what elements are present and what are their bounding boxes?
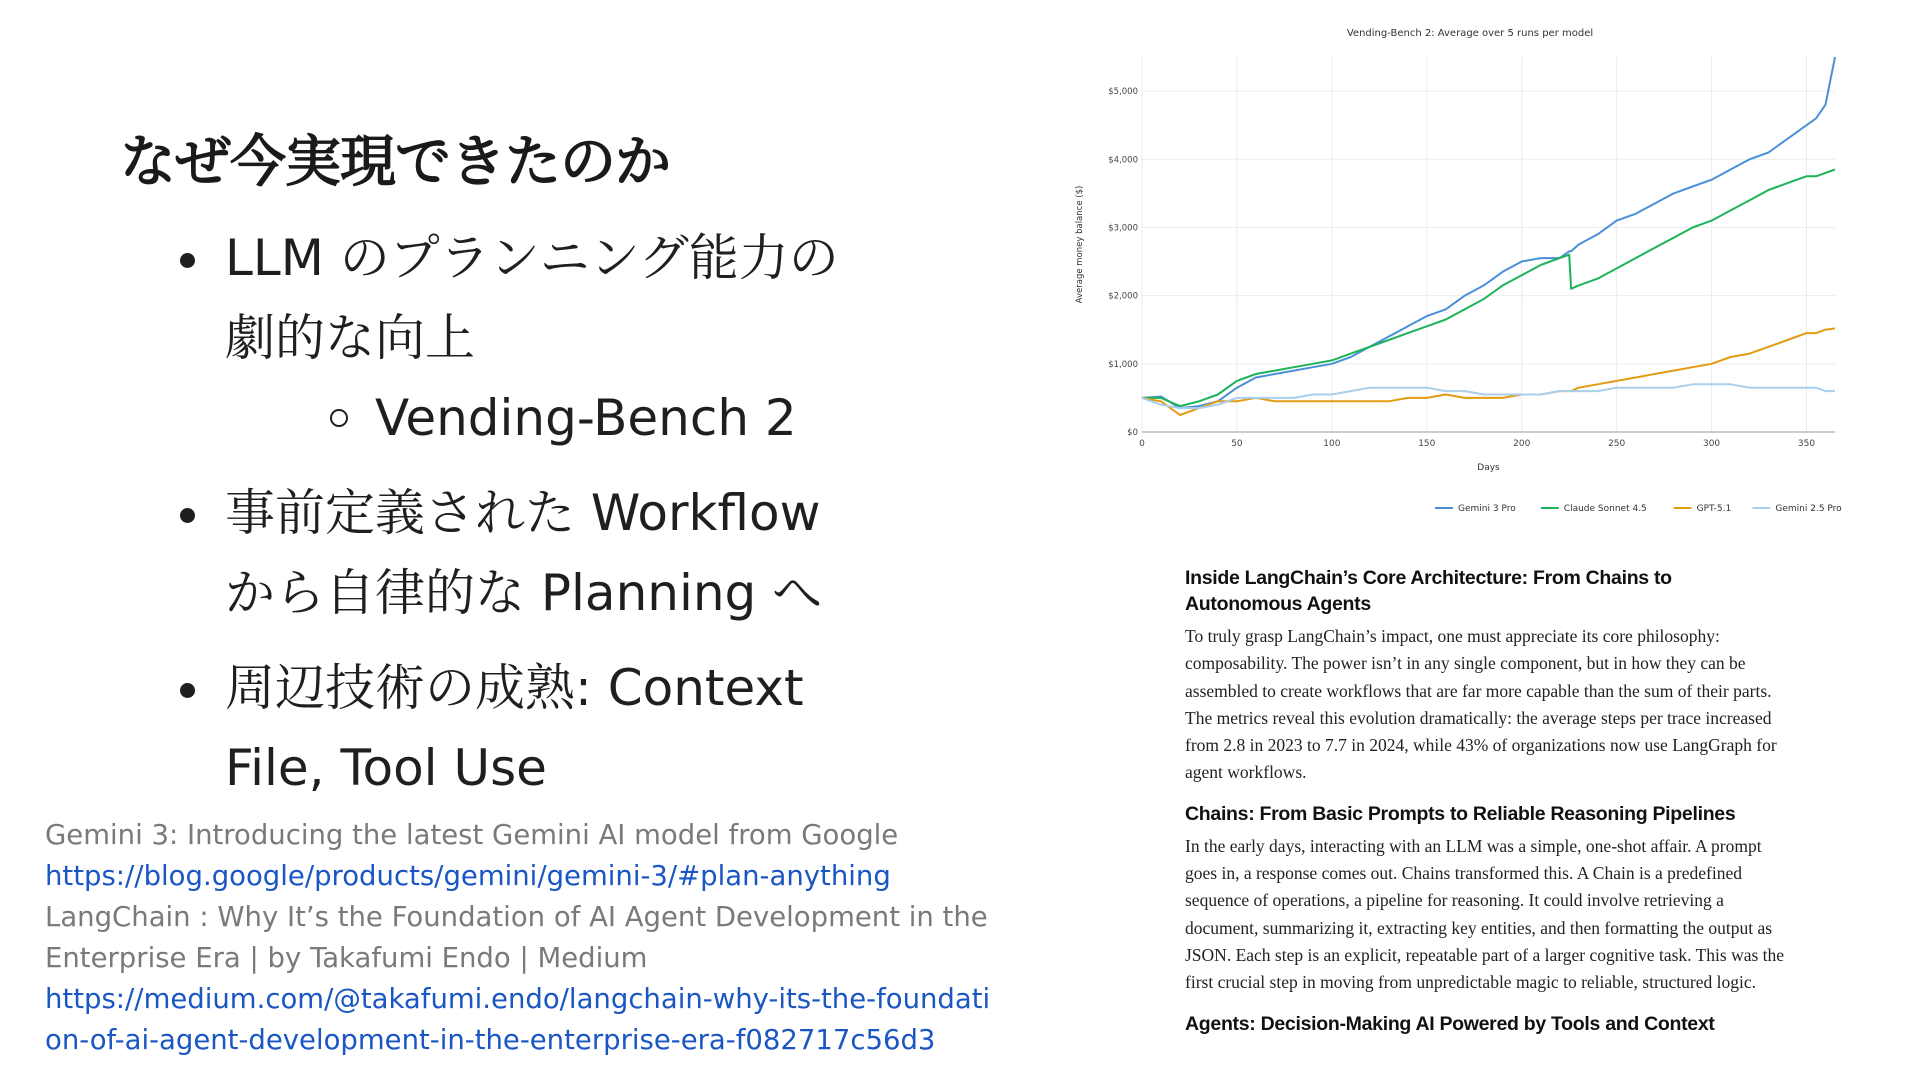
sub-bullet-item: Vending-Bench 2 — [330, 378, 880, 458]
article-heading: Inside LangChain’s Core Architecture: From Chains to Autonomous Agents — [1185, 567, 1672, 615]
references — [45, 815, 1005, 1061]
x-tick-label: 50 — [1231, 439, 1243, 449]
x-tick-label: 250 — [1608, 439, 1626, 449]
y-tick-label: $4,000 — [1108, 155, 1138, 166]
y-tick-label: $2,000 — [1108, 291, 1138, 302]
y-axis-label: Average money balance ($) — [1075, 185, 1085, 304]
y-tick-label: $0 — [1127, 428, 1138, 438]
legend-label: Claude Sonnet 4.5 — [1563, 504, 1647, 514]
article-paragraph: In the early days, interacting with an LLM was a simple, one-shot affair. A prompt goes in, a response comes out. Chains transformed this. A Chain is a predefined sequence of operations, a pipeline for reasoning. It could involve retrieving a document, summarizing it, extracting key entities, and then formatting the output as JSON. Each step is an explicit, repeatable part of a larger cognitive task. This was the first crucial step in moving from unpredictable magic to reliable, structured logic. — [1185, 835, 1785, 993]
ref-link-gemini[interactable]: https://blog.google/products/gemini/gemini-3/#plan-anything — [45, 860, 891, 892]
ref-link-langchain[interactable]: https://medium.com/@takafumi.endo/langchain-why-its-the-foundation-of-ai-agent-development-in-the-enterprise-era-f082717c56d3 — [45, 983, 991, 1056]
x-tick-label: 350 — [1797, 439, 1816, 449]
series-line — [1142, 384, 1835, 408]
article-excerpt — [1185, 565, 1785, 1037]
y-tick-label: $5,000 — [1108, 87, 1138, 98]
slide-title: なぜ今実現できたのか — [120, 130, 670, 195]
article-subheading: Chains: From Basic Prompts to Reliable Reasoning Pipelines — [1185, 802, 1736, 825]
legend-label: GPT-5.1 — [1696, 504, 1732, 514]
bullet-text: LLM のプランニング能力の劇的な向上 — [225, 229, 839, 367]
x-tick-label: 150 — [1418, 439, 1436, 449]
legend-label: Gemini 2.5 Pro — [1775, 504, 1842, 514]
chart-title: Vending-Bench 2: Average over 5 runs per model — [1346, 28, 1594, 39]
legend-label: Gemini 3 Pro — [1458, 504, 1516, 514]
series-line — [1142, 170, 1835, 407]
ref-title-gemini: Gemini 3: Introducing the latest Gemini AI model from Google — [45, 819, 899, 851]
vending-bench-chart — [1070, 20, 1850, 525]
article-paragraph: To truly grasp LangChain’s impact, one must appreciate its core philosophy: composability. The power isn’t in any single component, but in how they can be assembled to create workflows that are far more capable than the sum of their parts. The metrics reveal this evolution dramatically: the average steps per trace increased from 2.8 in 2023 to 7.7 in 2024, while 43% of organizations now use LangGraph for agent workflows. — [1185, 626, 1777, 783]
x-tick-label: 0 — [1139, 439, 1145, 449]
sub-bullet-list — [225, 378, 880, 458]
ref-title-langchain: LangChain : Why It’s the Foundation of AI Agent Development in the Enterprise Era | by Takafumi Endo | Medium — [45, 901, 988, 974]
y-tick-label: $3,000 — [1108, 223, 1138, 234]
chart-svg — [1070, 20, 1850, 525]
series-line — [1142, 57, 1835, 408]
bullet-item — [180, 648, 880, 808]
bullet-item — [180, 473, 880, 633]
bullet-text: 周辺技術の成熟: Context File, Tool Use — [225, 659, 804, 797]
x-tick-label: 300 — [1702, 439, 1721, 449]
series-line — [1142, 328, 1835, 415]
x-tick-label: 100 — [1323, 439, 1341, 449]
x-tick-label: 200 — [1513, 439, 1531, 449]
bullet-text: 事前定義された Workflow から自律的な Planning へ — [225, 484, 823, 622]
x-axis-label: Days — [1477, 463, 1500, 473]
bullet-item — [180, 218, 880, 458]
bullet-list — [180, 218, 880, 823]
article-subheading: Agents: Decision-Making AI Powered by Tools and Context — [1185, 1012, 1715, 1035]
y-tick-label: $1,000 — [1108, 359, 1138, 370]
